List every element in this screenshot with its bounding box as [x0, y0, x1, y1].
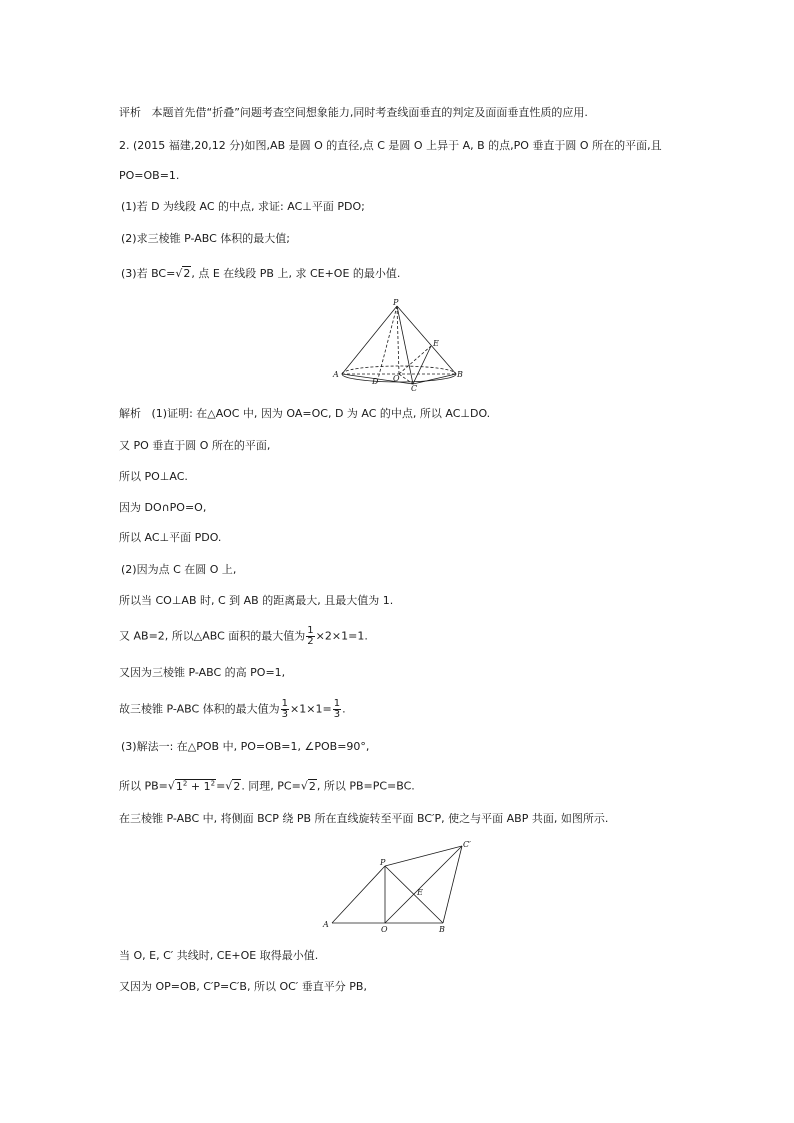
segment-pd: [378, 306, 397, 379]
solution-line-12: 所以 $PB=√1^2 + 1^2=√2$. 同理, PC=√2, 所以 PB=PC=BC.: [119, 779, 415, 793]
question-1: (1)若 D 为线段 AC 的中点, 求证: AC⊥平面 PDO;: [121, 200, 365, 213]
fraction-third-2: [333, 699, 341, 720]
rad-b: 1: [203, 779, 211, 793]
question-2: (2)求三棱锥 P-ABC 体积的最大值;: [121, 232, 290, 245]
q3-pre: (3)若 BC=: [121, 267, 176, 280]
s10-post: .: [342, 702, 346, 716]
solution-s1: (1)证明: 在△AOC 中, 因为 OA=OC, D 为 AC 的中点, 所以 AC⊥DO.: [151, 407, 491, 420]
segment-pc2: [385, 846, 462, 866]
s10-pre: 故三棱锥 P-ABC 体积的最大值为: [119, 702, 280, 716]
s12-mid: . 同理, PC=: [241, 779, 301, 793]
solution-line-11: (3)解法一: 在△POB 中, PO=OB=1, ∠POB=90°,: [121, 740, 370, 753]
label-d: D: [372, 377, 379, 386]
segment-ce: [413, 346, 431, 384]
solution-line-3: 所以 PO⊥AC.: [119, 470, 188, 483]
radical-3: 2: [308, 779, 316, 793]
edge-pb: [397, 306, 456, 374]
solution-line-1: [119, 407, 490, 421]
figure-pyramid: [330, 296, 465, 393]
rad-a: 1: [175, 779, 183, 793]
s8-post: ×2×1=1.: [315, 629, 368, 643]
frac-den: 2: [307, 636, 314, 647]
label-b: B: [457, 370, 463, 379]
segment-ap2: [332, 866, 385, 923]
exp-a: 2: [182, 779, 188, 787]
label-e2: E: [417, 888, 423, 897]
problem-line-1: 2. (2015 福建,20,12 分)如图,AB 是圆 O 的直径,点 C 是圆 O 上异于 A, B 的点,PO 垂直于圆 O 所在的平面,且: [119, 139, 662, 152]
frac-den: 3: [333, 709, 341, 720]
label-o: O: [393, 374, 400, 383]
comment-line: [119, 106, 588, 120]
solution-label: 解析: [119, 407, 141, 420]
label-b2: B: [439, 925, 445, 934]
solution-line-5: 所以 AC⊥平面 PDO.: [119, 531, 222, 544]
label-c-prime: C′: [463, 840, 471, 849]
solution-line-6: (2)因为点 C 在圆 O 上,: [121, 563, 237, 576]
frac-num: 1: [281, 698, 289, 709]
edge-bc: [413, 374, 456, 384]
s12-post: , 所以 PB=PC=BC.: [316, 779, 415, 793]
problem-line-2: PO=OB=1.: [119, 169, 180, 182]
q3-radicand: 2: [183, 267, 191, 280]
rad-plus: +: [187, 779, 204, 793]
solution-line-4: 因为 DO∩PO=O,: [119, 501, 207, 514]
solution-line-8: [119, 626, 368, 647]
edge-pc: [397, 306, 413, 384]
figure-unfolded: [318, 838, 478, 934]
s10-mid: ×1×1=: [290, 702, 332, 716]
segment-bc2: [443, 846, 462, 923]
fraction-third-1: [281, 699, 289, 720]
radical-sum: [175, 779, 216, 793]
label-e: E: [433, 339, 439, 348]
label-a: A: [333, 370, 339, 379]
s12-pre: 所以 PB=: [119, 779, 168, 793]
question-3: (3)若 BC=√2, 点 E 在线段 PB 上, 求 CE+OE 的最小值.: [121, 267, 401, 280]
frac-num: 1: [307, 625, 314, 636]
radical-2: 2: [233, 779, 241, 793]
label-p: P: [393, 298, 399, 307]
label-a2: A: [323, 920, 329, 929]
s12-eq: =: [216, 779, 226, 793]
s8-pre: 又 AB=2, 所以△ABC 面积的最大值为: [119, 629, 306, 643]
frac-den: 3: [281, 709, 289, 720]
solution-line-14: 当 O, E, C′ 共线时, CE+OE 取得最小值.: [119, 949, 319, 962]
solution-line-7: 所以当 CO⊥AB 时, C 到 AB 的距离最大, 且最大值为 1.: [119, 594, 394, 607]
comment-text: 本题首先借“折叠”问题考查空间想象能力,同时考查线面垂直的判定及面面垂直性质的应用.: [151, 106, 588, 119]
segment-oc2: [385, 846, 462, 923]
comment-label: 评析: [119, 106, 141, 119]
segment-oe: [399, 346, 431, 374]
solution-line-9: 又因为三棱锥 P-ABC 的高 PO=1,: [119, 666, 286, 679]
solution-line-2: 又 PO 垂直于圆 O 所在的平面,: [119, 439, 271, 452]
q3-post: , 点 E 在线段 PB 上, 求 CE+OE 的最小值.: [191, 267, 401, 280]
frac-num: 1: [333, 698, 341, 709]
exp-b: 2: [210, 779, 216, 787]
solution-line-10: [119, 699, 346, 720]
label-c: C: [411, 384, 418, 393]
solution-line-15: 又因为 OP=OB, C′P=C′B, 所以 OC′ 垂直平分 PB,: [119, 980, 367, 993]
edge-pa: [342, 306, 397, 374]
fraction-half: [306, 626, 314, 647]
solution-line-13: 在三棱锥 P-ABC 中, 将侧面 BCP 绕 PB 所在直线旋转至平面 BC′P, 使之与平面 ABP 共面, 如图所示.: [119, 812, 609, 825]
label-o2: O: [381, 925, 388, 934]
label-p2: P: [380, 858, 386, 867]
